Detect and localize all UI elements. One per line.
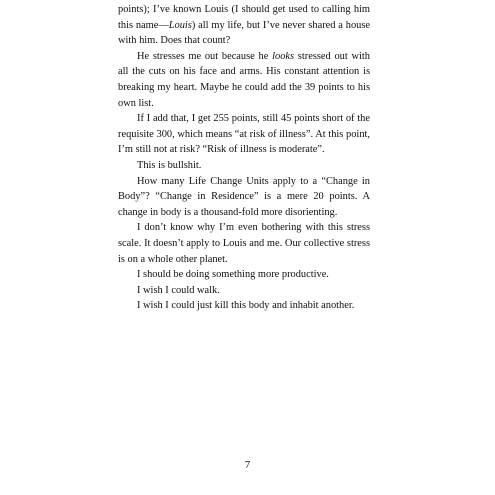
paragraph-2 <box>118 49 370 111</box>
paragraph-2-part-3: stressed out with all the cuts on his face and arms. His constant attention is breaking my heart. Maybe he could add the 39 points to his own list. <box>118 50 370 109</box>
paragraph-8-text: I wish I could walk. <box>137 284 220 296</box>
paragraph-5-text: How many Life Change Units apply to a “Change in Body”? “Change in Residence” is a mere 20 points. A change in body is a thousand-fold more disorienting. <box>118 175 370 218</box>
page-number: 7 <box>244 459 251 471</box>
paragraph-6 <box>118 220 370 267</box>
paragraph-9-text: I wish I could just kill this body and inhabit another. <box>137 300 355 312</box>
paragraph-2-emphasis: looks <box>272 50 295 62</box>
paragraph-5 <box>118 174 370 221</box>
paragraph-1-part-1: points); I’ve known Louis (I should get used to calling him this name— <box>118 4 370 31</box>
paragraph-9 <box>118 298 370 314</box>
paragraph-2-part-1: He stresses me out because he <box>137 50 273 62</box>
paragraph-1 <box>118 2 370 49</box>
paragraph-1-part-3: ) all my life, but I’ve never shared a house with him. Does that count? <box>118 19 370 47</box>
paragraph-7-text: I should be doing something more productive. <box>137 269 329 281</box>
paragraph-3 <box>118 111 370 158</box>
paragraph-1-emphasis: Louis <box>168 19 192 31</box>
paragraph-7 <box>118 267 370 283</box>
page-text <box>118 2 370 314</box>
paragraph-4 <box>118 158 370 174</box>
paragraph-6-text: I don’t know why I’m even bothering with this stress scale. It doesn’t apply to Louis and me. Our collective stress is on a whole other planet. <box>118 222 370 265</box>
paragraph-3-text: If I add that, I get 255 points, still 45 points short of the requisite 300, which means “at risk of illness”. At this point, I’m still not at risk? “Risk of illness is moderate”. <box>118 113 370 156</box>
paragraph-8 <box>118 283 370 299</box>
paragraph-4-text: This is bullshit. <box>137 159 202 171</box>
